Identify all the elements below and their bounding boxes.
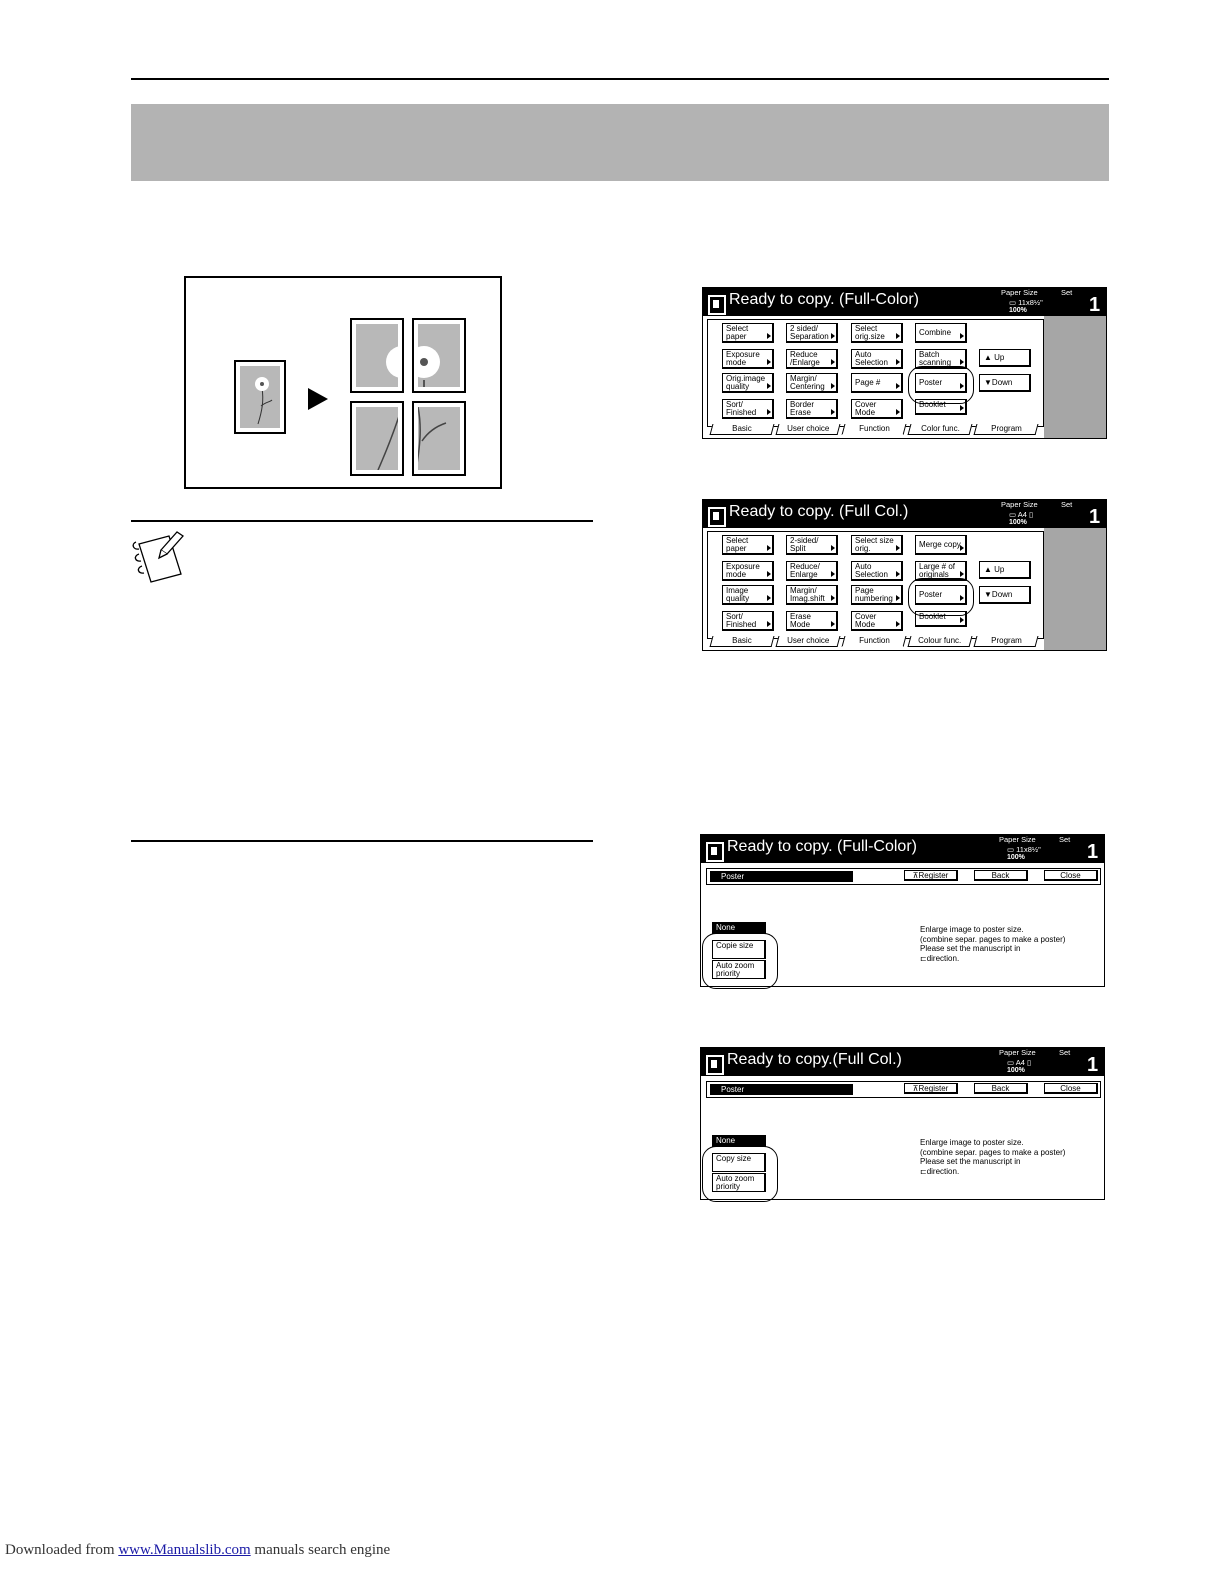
auto-zoom-priority-option[interactable]: Auto zoom priority — [712, 1173, 766, 1192]
set-label: Set — [1061, 288, 1073, 297]
exposure-mode-button[interactable]: Exposure mode — [722, 561, 774, 581]
section-banner — [131, 104, 1109, 181]
sort-finished-button[interactable]: Sort/ Finished — [722, 399, 774, 419]
auto-selection-button[interactable]: Auto Selection — [851, 349, 903, 369]
description-line-1: Enlarge image to poster size. — [920, 925, 1024, 934]
footer — [5, 1542, 390, 1559]
flower-head-icon — [418, 324, 460, 387]
batch-scanning-button[interactable]: Batch scanning — [915, 349, 967, 369]
down-button[interactable]: ▼Down — [979, 374, 1031, 392]
exposure-mode-button[interactable]: Exposure mode — [722, 349, 774, 369]
paper-size-text: A4 — [1015, 1058, 1025, 1067]
paper-size-value: ▭ A4 ▯ — [1009, 510, 1034, 519]
copy-count: 1 — [1087, 841, 1099, 863]
document-icon — [706, 1055, 724, 1075]
select-paper-button[interactable]: Select paper — [722, 323, 774, 343]
zoom-value: 100% — [1007, 1067, 1025, 1074]
note-pencil-icon — [131, 528, 187, 586]
poster-settings-screen-2 — [700, 1047, 1105, 1200]
description-line-2: (combine separ. pages to make a poster) — [920, 1147, 1066, 1157]
touch-panel-function-screen-1 — [702, 287, 1107, 439]
copy-size-option[interactable]: Copy size — [712, 1153, 766, 1172]
poster-highlight-circle — [908, 578, 974, 616]
screen-title: Ready to copy.(Full Col.) — [727, 1051, 902, 1068]
tab-basic-label: Basic — [732, 424, 752, 433]
two-sided-button[interactable]: 2 sided/ Separation — [786, 323, 838, 343]
tab-basic[interactable] — [710, 636, 775, 647]
direction-text: direction. — [926, 953, 960, 963]
border-erase-button[interactable]: Border Erase — [786, 399, 838, 419]
image-quality-button[interactable]: Image quality — [722, 585, 774, 605]
poster-description — [920, 925, 1100, 963]
description-line-1: Enlarge image to poster size. — [920, 1138, 1024, 1147]
tab-function-label: Function — [858, 424, 890, 433]
margin-centering-button[interactable]: Margin/ Centering — [786, 373, 838, 393]
tab-user-choice[interactable] — [776, 636, 841, 647]
description-line-4: ⊏direction. — [920, 953, 960, 963]
zoom-value: 100% — [1007, 854, 1025, 861]
paper-size-label: Paper Size — [999, 1048, 1036, 1057]
select-paper-button[interactable]: Select paper — [722, 535, 774, 555]
note-rule — [131, 520, 593, 522]
poster-description — [920, 1138, 1100, 1176]
poster-settings-screen-1 — [700, 834, 1105, 987]
poster-tile-3 — [350, 401, 404, 476]
tab-program[interactable] — [974, 424, 1039, 435]
top-rule — [131, 78, 1109, 80]
tab-program-label: Program — [990, 424, 1022, 433]
description-line-4: ⊏direction. — [920, 1166, 960, 1176]
tab-basic-label: Basic — [732, 636, 752, 645]
status-bar — [701, 1048, 1104, 1076]
poster-tile-2 — [412, 318, 466, 393]
set-label: Set — [1059, 835, 1071, 844]
merge-copy-button[interactable]: Merge copy — [915, 535, 967, 555]
function-panel — [707, 319, 1044, 427]
tab-bar — [707, 424, 1042, 436]
back-button[interactable]: Back — [974, 1083, 1028, 1094]
copy-size-option[interactable]: Copie size — [712, 940, 766, 959]
tab-bar — [707, 636, 1042, 648]
combine-button[interactable]: Combine — [915, 323, 967, 343]
tab-basic[interactable] — [710, 424, 775, 435]
status-bar — [703, 288, 1106, 316]
tab-color-func[interactable] — [908, 424, 973, 435]
set-label: Set — [1061, 500, 1073, 509]
tab-function-label: Function — [858, 636, 890, 645]
booklet-button[interactable]: Booklet — [915, 399, 967, 415]
options-highlight-circle — [702, 933, 778, 989]
description-line-3: Please set the manuscript in — [920, 944, 1021, 953]
cover-mode-button[interactable]: Cover Mode — [851, 399, 903, 419]
description-line-3: Please set the manuscript in — [920, 1157, 1021, 1166]
manualslib-link[interactable]: www.Manualslib.com — [118, 1542, 251, 1558]
two-sided-split-button[interactable]: 2-sided/ Split — [786, 535, 838, 555]
select-orig-size-button[interactable]: Select orig.size — [851, 323, 903, 343]
set-label: Set — [1059, 1048, 1071, 1057]
footer-prefix: Downloaded from — [5, 1542, 115, 1558]
erase-mode-button[interactable]: Erase Mode — [786, 611, 838, 631]
copy-count: 1 — [1087, 1054, 1099, 1076]
flower-petals-left-icon — [356, 324, 398, 387]
poster-tile-4 — [412, 401, 466, 476]
orig-image-quality-button[interactable]: Orig.image quality — [722, 373, 774, 393]
down-label: Down — [991, 378, 1013, 387]
cover-mode-button[interactable]: Cover Mode — [851, 611, 903, 631]
arrow-right-icon — [306, 386, 330, 412]
zoom-value: 100% — [1009, 307, 1027, 314]
function-panel — [707, 531, 1044, 639]
paper-size-text: 11x8½" — [1018, 298, 1043, 307]
booklet-button[interactable]: Booklet — [915, 611, 967, 627]
status-bar — [703, 500, 1106, 528]
tab-program[interactable] — [974, 636, 1039, 647]
none-option[interactable]: None — [712, 922, 766, 934]
paper-size-value: ▭ 11x8½" — [1007, 845, 1041, 854]
register-button[interactable]: ⊼Register — [904, 870, 958, 881]
none-option[interactable]: None — [712, 1135, 766, 1147]
footer-suffix: manuals search engine — [254, 1542, 391, 1558]
tab-user-choice-label: User choice — [787, 424, 830, 433]
flower-small-icon — [240, 366, 280, 428]
tab-user-choice[interactable] — [776, 424, 841, 435]
up-label: Up — [994, 353, 1005, 362]
page-numbering-button[interactable]: Page numbering — [851, 585, 903, 605]
reduce-enlarge-button[interactable]: Reduce /Enlarge — [786, 349, 838, 369]
up-button[interactable]: ▲ Up — [979, 349, 1031, 367]
paper-size-label: Paper Size — [1001, 288, 1038, 297]
side-panel — [1044, 528, 1106, 650]
tab-colour-func-label: Colour func. — [918, 636, 962, 645]
large-number-originals-button[interactable]: Large # of originals — [915, 561, 967, 581]
page-number-button[interactable]: Page # — [851, 373, 903, 393]
register-label: Register — [918, 1084, 949, 1093]
description-line-2: (combine separ. pages to make a poster) — [920, 934, 1066, 944]
poster-button[interactable]: Poster — [915, 373, 967, 393]
tab-function[interactable] — [842, 636, 907, 647]
poster-illustration — [184, 276, 502, 489]
down-label: Down — [991, 590, 1013, 599]
document-icon — [708, 295, 726, 315]
poster-tile-1 — [350, 318, 404, 393]
close-button[interactable]: Close — [1044, 1083, 1098, 1094]
paper-size-value: ▭ A4 ▯ — [1007, 1058, 1032, 1067]
document-icon — [708, 507, 726, 527]
status-bar — [701, 835, 1104, 863]
section-rule — [131, 840, 593, 842]
tab-color-func-label: Color func. — [920, 424, 960, 433]
register-label: Register — [918, 871, 949, 880]
original-page — [234, 360, 286, 434]
screen-title: Ready to copy. (Full-Color) — [727, 838, 917, 855]
poster-highlight-circle — [908, 366, 974, 404]
zoom-value: 100% — [1009, 519, 1027, 526]
back-button[interactable]: Back — [974, 870, 1028, 881]
sort-finished-button[interactable]: Sort/ Finished — [722, 611, 774, 631]
tab-program-label: Program — [990, 636, 1022, 645]
register-button[interactable]: ⊼Register — [904, 1083, 958, 1094]
paper-size-label: Paper Size — [1001, 500, 1038, 509]
poster-title-bar — [706, 1081, 1101, 1098]
direction-text: direction. — [926, 1166, 960, 1176]
copy-count: 1 — [1089, 294, 1101, 316]
up-label: Up — [994, 565, 1005, 574]
touch-panel-function-screen-2 — [702, 499, 1107, 651]
copy-count: 1 — [1089, 506, 1101, 528]
screen-title: Ready to copy. (Full-Color) — [729, 291, 919, 308]
document-icon — [706, 842, 724, 862]
options-highlight-circle — [702, 1146, 778, 1202]
flower-leaf-icon — [418, 407, 460, 470]
tab-colour-func[interactable] — [908, 636, 973, 647]
poster-title: Poster — [710, 1084, 853, 1095]
paper-size-label: Paper Size — [999, 835, 1036, 844]
poster-title-bar — [706, 868, 1101, 885]
side-panel — [1044, 316, 1106, 438]
paper-size-value: ▭ 11x8½" — [1009, 298, 1043, 307]
tab-user-choice-label: User choice — [787, 636, 830, 645]
paper-size-text: A4 — [1017, 510, 1027, 519]
flower-stem-left-icon — [356, 407, 398, 470]
select-size-orig-button[interactable]: Select size orig. — [851, 535, 903, 555]
auto-zoom-priority-option[interactable]: Auto zoom priority — [712, 960, 766, 979]
auto-selection-button[interactable]: Auto Selection — [851, 561, 903, 581]
screen-title: Ready to copy. (Full Col.) — [729, 503, 909, 520]
poster-title: Poster — [710, 871, 853, 882]
close-button[interactable]: Close — [1044, 870, 1098, 881]
margin-imag-shift-button[interactable]: Margin/ Imag.shift — [786, 585, 838, 605]
paper-size-text: 11x8½" — [1016, 845, 1041, 854]
poster-button[interactable]: Poster — [915, 585, 967, 605]
tab-function[interactable] — [842, 424, 907, 435]
up-button[interactable]: ▲ Up — [979, 561, 1031, 579]
reduce-enlarge-button[interactable]: Reduce/ Enlarge — [786, 561, 838, 581]
down-button[interactable]: ▼Down — [979, 586, 1031, 604]
